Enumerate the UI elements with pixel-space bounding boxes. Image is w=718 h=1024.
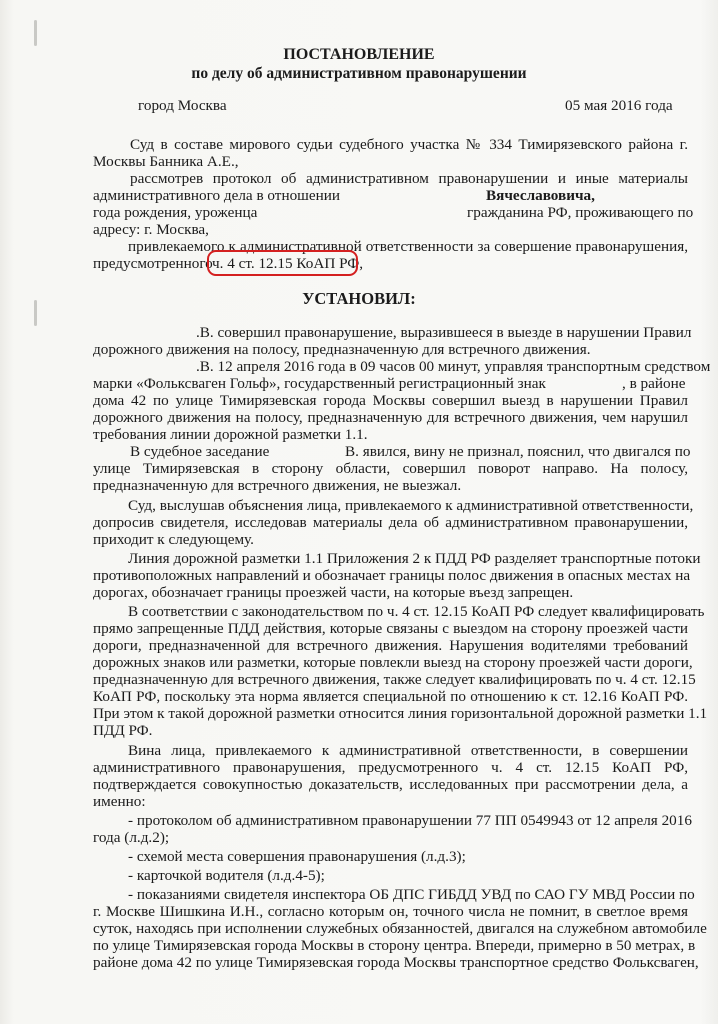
paragraph-line: требования линии дорожной разметки 1.1. <box>93 426 368 443</box>
paragraph-line: предназначенную для встречного движения, не выезжал. <box>93 477 462 494</box>
defendant-name: Вячеславовича, <box>486 187 595 204</box>
date: 05 мая 2016 года <box>565 97 673 114</box>
red-highlight-oval <box>207 250 358 276</box>
paragraph-line: В судебное заседание <box>130 443 270 460</box>
paragraph-line: .В. совершил правонарушение, выразившееся в выезде в нарушении Правил <box>196 324 692 341</box>
paragraph-line: Москвы Банника А.Е., <box>93 153 239 170</box>
paragraph-line: допросив свидетеля, исследовав материалы дела об административном правонарушении, <box>93 514 688 531</box>
paragraph-line: В соответствии с законодательством по ч. 4 ст. 12.15 КоАП РФ следует квалифицировать <box>128 603 705 620</box>
paragraph-line: рассмотрев протокол об административном правонарушении и иные материалы <box>130 170 688 187</box>
paragraph-line: г. Москве Шишкина И.Н., согласно которым он, точного числа не помнит, в светлое время <box>93 903 688 920</box>
evidence-item: - протоколом об административном правонарушении 77 ПП 0549943 от 12 апреля 2016 <box>128 812 692 829</box>
paragraph-line: Суд в составе мирового судьи судебного участка № 334 Тимирязевского района г. <box>130 136 688 153</box>
paragraph-line: Суд, выслушав объяснения лица, привлекаемого к административной ответственности, <box>128 497 694 514</box>
paragraph-line: года рождения, уроженца <box>93 204 258 221</box>
paragraph-line: дорогах, обозначает границы проезжей части, на которые въезд запрещен. <box>93 584 574 601</box>
evidence-item: - карточкой водителя (л.д.4-5); <box>128 867 325 884</box>
paragraph-line: Вина лица, привлекаемого к административной ответственности, в совершении <box>128 742 688 759</box>
paragraph-line: административного правонарушения, предусмотренного ч. 4 ст. 12.15 КоАП РФ, <box>93 759 688 776</box>
paragraph-line: , в районе <box>622 375 686 392</box>
paragraph-line: Линия дорожной разметки 1.1 Приложения 2 к ПДД РФ разделяет транспортные потоки <box>128 550 701 567</box>
punch-hole-mark <box>34 20 37 46</box>
evidence-item: - схемой места совершения правонарушения (л.д.3); <box>128 848 466 865</box>
paragraph-line: предназначенную для встречного движения, также следует квалифицировать по ч. 4 ст. 12.15 <box>93 671 696 688</box>
paragraph-line: административного дела в отношении <box>93 187 340 204</box>
paragraph-line: дома 42 по улице Тимирязевская города Москвы совершил выезд в нарушении Правил <box>93 392 688 409</box>
paragraph-line: суток, находясь при исполнении служебных обязанностей, двигался на служебном автомобиле <box>93 920 707 937</box>
paragraph-line: В. явился, вину не признал, пояснил, что двигался по <box>345 443 691 460</box>
paragraph-line: дороги, предназначенной для встречного движения. Нарушения водителями требований <box>93 637 688 654</box>
paragraph-line: прямо запрещенные ПДД действия, которые связаны с выездом на сторону проезжей части <box>93 620 688 637</box>
paragraph-line: предусмотренного <box>93 255 213 272</box>
article-reference: ч. 4 ст. 12.15 КоАП РФ, <box>212 255 364 272</box>
paragraph-line: противоположных направлений и обозначает границы полос движения в опасных местах на <box>93 567 691 584</box>
paragraph-line: по улице Тимирязевская города Москвы в сторону центра. Впереди, примерно в 50 метрах, в <box>93 937 696 954</box>
paragraph-line: При этом к такой дорожной разметки относится линия горизонтальной дорожной разметки 1.1 <box>93 705 708 722</box>
paragraph-line: улице Тимирязевская в сторону области, совершил поворот направо. На полосу, <box>93 460 688 477</box>
paragraph-line: ПДД РФ. <box>93 722 153 739</box>
paragraph-line: года (л.д.2); <box>93 829 170 846</box>
paragraph-line: .В. 12 апреля 2016 года в 09 часов 00 минут, управляя транспортным средством <box>196 358 711 375</box>
paragraph-line: дорожных знаков или разметки, которые повлекли выезд на сторону проезжей части дороги, <box>93 654 693 671</box>
paragraph-line: дорожного движения на полосу, предназначенную для встречного движения, чем нарушил <box>93 409 688 426</box>
paragraph-line: гражданина РФ, проживающего по <box>467 204 694 221</box>
document-title: ПОСТАНОВЛЕНИЕ <box>283 46 435 63</box>
paragraph-line: районе дома 42 по улице Тимирязевская города Москвы транспортное средство Фольксваген, <box>93 954 699 971</box>
paragraph-line: марки «Фольксваген Гольф», государственный регистрационный знак <box>93 375 546 392</box>
paragraph-line: дорожного движения на полосу, предназначенную для встречного движения. <box>93 341 591 358</box>
paragraph-line: приходит к следующему. <box>93 531 254 548</box>
paragraph-line: именно: <box>93 793 146 810</box>
paragraph-line: привлекаемого к административной ответственности за совершение правонарушения, <box>128 238 688 255</box>
paragraph-line: подтверждается совокупностью доказательств, исследованных при рассмотрении дела, а <box>93 776 688 793</box>
document-subtitle: по делу об административном правонарушении <box>191 65 527 82</box>
paragraph-line: адресу: г. Москва, <box>93 221 209 238</box>
evidence-item: - показаниями свидетеля инспектора ОБ ДПС ГИБДД УВД по САО ГУ МВД России по <box>128 886 695 903</box>
paragraph-line: КоАП РФ, поскольку эта норма является специальной по отношению к ст. 12.16 КоАП РФ. <box>93 688 688 705</box>
city: город Москва <box>138 97 227 114</box>
established-heading: УСТАНОВИЛ: <box>302 289 416 308</box>
